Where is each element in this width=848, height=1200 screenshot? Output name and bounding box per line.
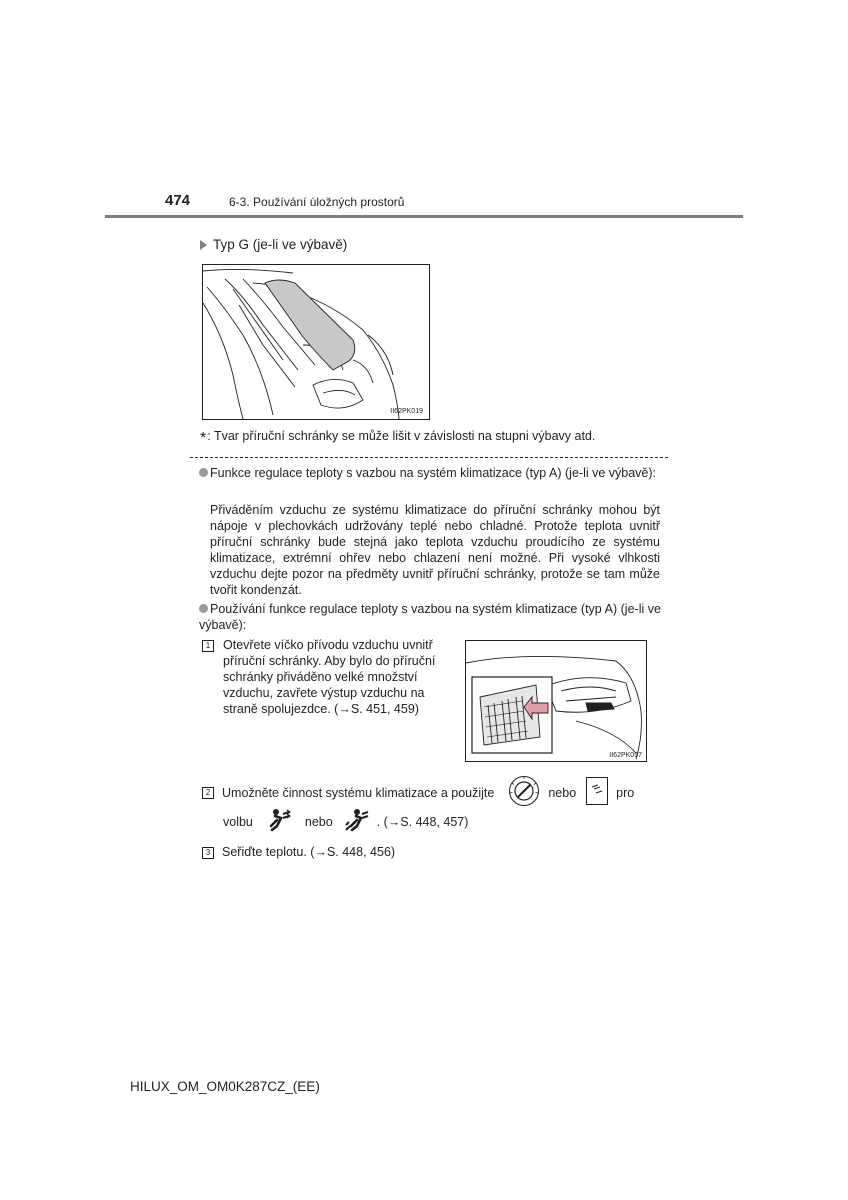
step-text: pro bbox=[616, 785, 635, 800]
figure-code: II62PK057 bbox=[609, 752, 642, 759]
bullet-item bbox=[199, 465, 661, 481]
step-2-continuation bbox=[223, 808, 468, 835]
triangle-bullet-icon bbox=[200, 240, 207, 250]
step-number: 2 bbox=[202, 787, 214, 799]
bi-level-airflow-icon bbox=[345, 808, 369, 835]
footnote-asterisk: * bbox=[200, 430, 207, 447]
bullet-item bbox=[199, 601, 661, 633]
figure-air-vent bbox=[465, 640, 647, 762]
or-text: nebo bbox=[304, 814, 333, 829]
climate-dial-icon bbox=[508, 775, 540, 810]
console-illustration bbox=[203, 265, 429, 419]
bullet-title: Funkce regulace teploty s vazbou na systém klimatizace (typ A) (je-li ve výbavě): bbox=[210, 466, 657, 480]
step-number: 1 bbox=[202, 640, 214, 652]
figure-code: II62PK019 bbox=[390, 408, 423, 415]
bullet-dot-icon bbox=[199, 468, 208, 477]
step-text: Umožněte činnost systému klimatizace a použijte bbox=[222, 785, 495, 800]
header-rule bbox=[105, 215, 743, 218]
bullet-title: Používání funkce regulace teploty s vazbou na systém klimatizace (typ A) (je-li ve výbavě): bbox=[199, 602, 661, 632]
step-text: Seřiďte teplotu. (→S. 448, 456) bbox=[222, 845, 396, 859]
step-number: 3 bbox=[202, 847, 214, 859]
page-reference: . (→S. 448, 457) bbox=[376, 814, 469, 829]
page-number: 474 bbox=[165, 192, 191, 209]
step-1 bbox=[202, 637, 457, 716]
footnote bbox=[200, 429, 595, 448]
step-3 bbox=[202, 845, 395, 859]
figure-console-box bbox=[202, 264, 430, 420]
type-g-label: Typ G (je-li ve výbavě) bbox=[213, 237, 348, 252]
type-g-heading bbox=[200, 237, 347, 252]
bullet-dot-icon bbox=[199, 604, 208, 613]
section-title: 6-3. Používání úložných prostorů bbox=[229, 195, 405, 209]
step-text: Otevřete víčko přívodu vzduchu uvnitř příruční schránky. Aby bylo do příruční schránky přiváděno velké množství vzduchu, zavřete výstup vzduchu na straně spolujezdce. (→S. 451, 459) bbox=[223, 638, 436, 716]
climate-button-icon bbox=[586, 777, 608, 808]
bullet-body: Přiváděním vzduchu ze systému klimatizace do příruční schránky mohou být nápoje v plechovkách udržovány teplé nebo chladné. Protože teplota uvnitř příruční schránky bude stejná jako teplota vzduchu proudícího ze systému klimatizace, extrémní ohřev nebo chlazení není možné. Při vysoké vlhkosti vzduchu dejte pozor na předměty uvnitř příruční schránky, protože se tam může tvořit kondenzát. bbox=[210, 503, 660, 597]
step-2 bbox=[202, 775, 634, 810]
footnote-text: : Tvar příruční schránky se může lišit v závislosti na stupni výbavy atd. bbox=[207, 429, 596, 443]
or-text: nebo bbox=[548, 785, 577, 800]
face-airflow-icon bbox=[269, 808, 291, 835]
step-text: volbu bbox=[223, 814, 253, 829]
dashed-separator bbox=[190, 457, 668, 458]
air-vent-illustration bbox=[466, 641, 646, 761]
footer-code: HILUX_OM_OM0K287CZ_(EE) bbox=[130, 1079, 320, 1094]
